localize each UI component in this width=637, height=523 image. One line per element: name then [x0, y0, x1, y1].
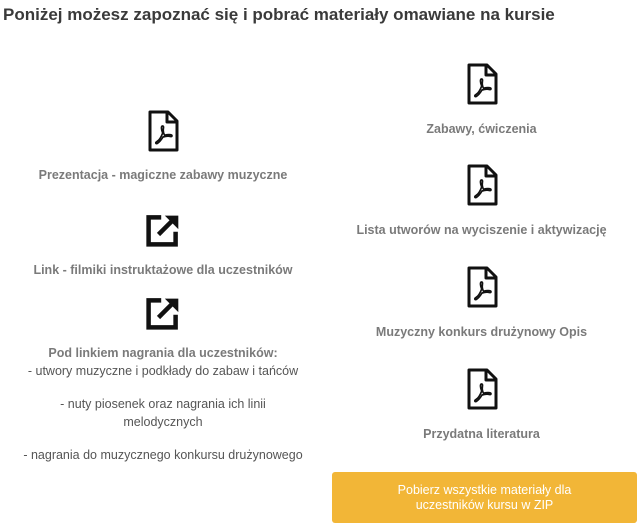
recordings-line-1: - utwory muzyczne i podkłady do zabaw i tańców	[27, 364, 299, 378]
page-title: Poniżej możesz zapoznać się i pobrać materiały omawiane na kursie	[3, 5, 555, 24]
pdf-file-icon[interactable]	[147, 110, 179, 152]
recordings-link[interactable]	[0, 295, 326, 331]
videos-link-label[interactable]: Link - filmiki instruktażowe dla uczestników	[33, 263, 293, 277]
videos-link[interactable]	[0, 212, 326, 278]
external-link-icon[interactable]	[145, 295, 181, 331]
pdf-file-icon[interactable]	[466, 63, 498, 105]
pdf-file-icon[interactable]	[466, 164, 498, 206]
recordings-line-2a: - nuty piosenek oraz nagrania ich linii	[60, 397, 266, 411]
recordings-line-3: - nagrania do muzycznego konkursu drużynowego	[23, 448, 303, 462]
presentation-label[interactable]: Prezentacja - magiczne zabawy muzyczne	[38, 168, 288, 182]
pdf-label-2[interactable]: Lista utworów na wyciszenie i aktywizację	[356, 223, 607, 237]
download-zip-label: Pobierz wszystkie materiały dla uczestników kursu w ZIP	[397, 482, 572, 512]
pdf-file-icon[interactable]	[466, 266, 498, 308]
download-zip-button[interactable]	[332, 472, 637, 523]
pdf-file-icon[interactable]	[466, 368, 498, 410]
pdf-download-2[interactable]	[326, 164, 637, 238]
pdf-label-4[interactable]: Przydatna literatura	[423, 427, 540, 441]
pdf-download-1[interactable]	[326, 63, 637, 137]
pdf-label-1[interactable]: Zabawy, ćwiczenia	[426, 122, 537, 136]
presentation-download[interactable]	[0, 110, 326, 183]
recordings-line-2b: melodycznych	[123, 415, 203, 429]
pdf-label-3[interactable]: Muzyczny konkurs drużynowy Opis	[375, 325, 588, 339]
external-link-icon[interactable]	[145, 212, 181, 248]
pdf-download-4[interactable]	[326, 368, 637, 442]
recordings-title: Pod linkiem nagrania dla uczestników:	[48, 346, 278, 360]
pdf-download-3[interactable]	[326, 266, 637, 340]
